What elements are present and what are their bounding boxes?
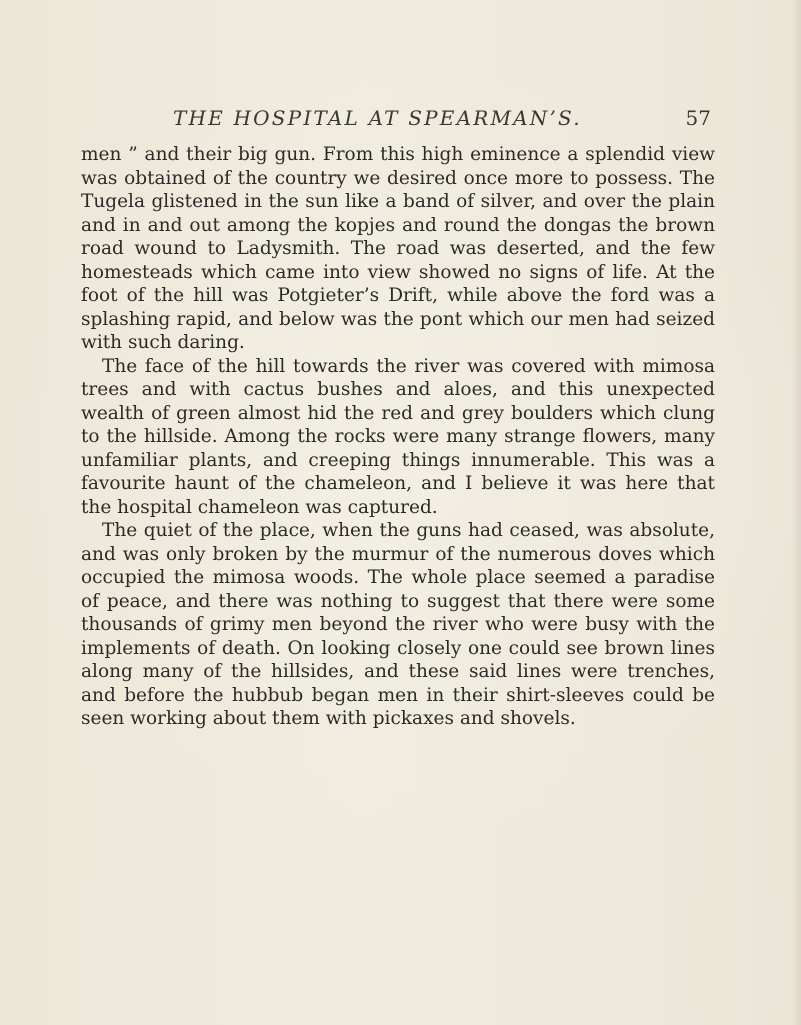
paragraph-1: men ” and their big gun. From this high eminence a splendid view was obtained of the country we desired once more to possess. The Tugela glistened in the sun like a band of silver, and over the plain and in and out among the kopjes and round the dongas the brown road wound to Ladysmith. The road was deserted, and the few homesteads which came into view showed no signs of life. At the foot of the hill was Potgieter’s Drift, while above the ford was a splashing rapid, and below was the pont which our men had seized with such daring.: [81, 144, 715, 353]
running-head: THE HOSPITAL AT SPEARMAN’S.: [173, 106, 582, 130]
page-header: [79, 106, 717, 136]
body-text: [81, 143, 715, 731]
page-edge-shadow: [791, 0, 801, 1025]
page-number: 57: [685, 106, 711, 130]
paragraph-2: The face of the hill towards the river was covered with mimosa trees and with cactus bushes and aloes, and this unexpected wealth of green almost hid the red and grey boulders which clung to the hillside. Among the rocks were many strange flowers, many unfamiliar plants, and creeping things innumerable. This was a favourite haunt of the chameleon, and I believe it was here that the hospital chameleon was captured.: [81, 355, 715, 518]
paragraph-3: The quiet of the place, when the guns had ceased, was absolute, and was only broken by the murmur of the numerous doves which occupied the mimosa woods. The whole place seemed a paradise of peace, and there was nothing to suggest that there were some thousands of grimy men beyond the river who were busy with the implements of death. On looking closely one could see brown lines along many of the hillsides, and these said lines were trenches, and before the hubbub began men in their shirt-sleeves could be seen working about them with pickaxes and shovels.: [81, 520, 715, 729]
